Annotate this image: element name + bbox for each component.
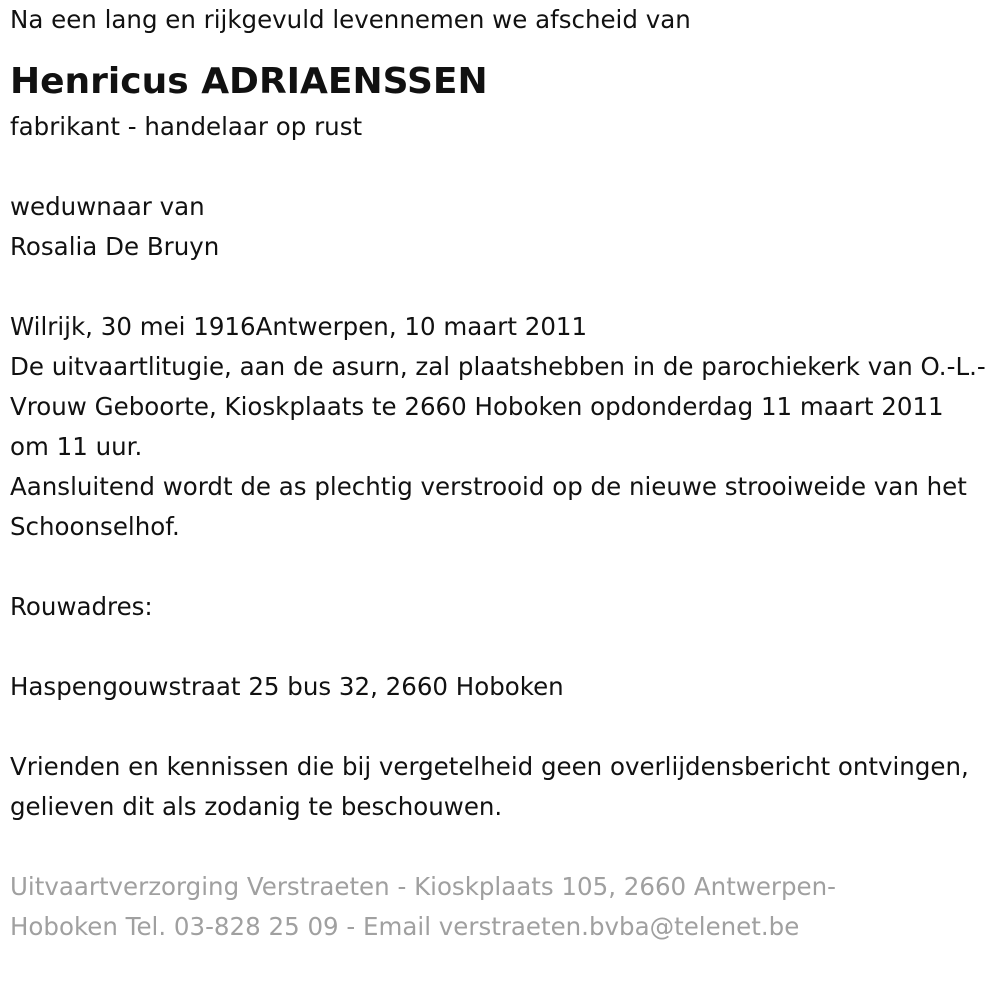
intro-text: Na een lang en rijkgevuld levennemen we afscheid van <box>10 5 691 34</box>
spacer <box>10 627 990 667</box>
mourning-address: Haspengouwstraat 25 bus 32, 2660 Hoboken <box>10 672 564 701</box>
occupation-text: fabrikant - handelaar op rust <box>10 112 363 141</box>
address-label: Rouwadres: <box>10 592 153 621</box>
spacer <box>10 827 990 867</box>
closing-note: Vrienden en kennissen die bij vergetelheid geen overlijdensbericht ontvingen, gelieven dit als zodanig te beschouwen. <box>10 752 969 821</box>
funeral-home-line-1: Uitvaartverzorging Verstraeten - Kioskplaats 105, 2660 Antwerpen- <box>10 872 836 901</box>
spouse-name: Rosalia De Bruyn <box>10 232 220 261</box>
deceased-name: Henricus ADRIAENSSEN <box>10 61 488 102</box>
spacer <box>10 267 990 307</box>
ceremony-text: De uitvaartlitugie, aan de asurn, zal plaatshebben in de parochiekerk van O.-L.-Vrouw Geboorte, Kioskplaats te 2660 Hoboken opdonderdag 11 maart 2011 om 11 uur. <box>10 352 986 461</box>
relation-label: weduwnaar van <box>10 192 205 221</box>
funeral-home-line-2: Hoboken Tel. 03-828 25 09 - Email verstraeten.bvba@telenet.be <box>10 912 800 941</box>
spacer <box>10 147 990 187</box>
scattering-text: Aansluitend wordt de as plechtig verstrooid op de nieuwe strooiweide van het Schoonselhof. <box>10 472 967 541</box>
spacer <box>10 547 990 587</box>
obituary-document <box>10 0 990 947</box>
spacer <box>10 707 990 747</box>
birth-death-line: Wilrijk, 30 mei 1916Antwerpen, 10 maart 2011 <box>10 312 588 341</box>
